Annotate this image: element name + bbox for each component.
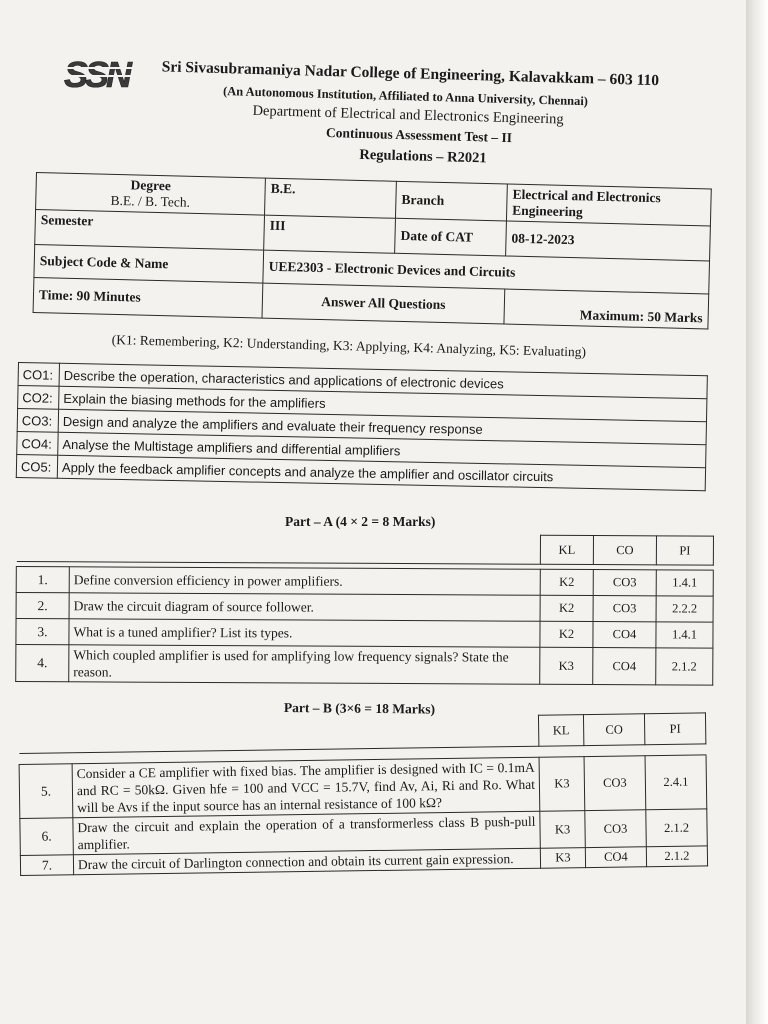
branch-value: Electrical and Electronics Engineering [506,184,711,226]
question-row [19,755,707,819]
question-pi: 2.1.2 [656,648,713,685]
question-co: CO3 [585,810,647,848]
question-co: CO3 [593,570,656,596]
question-kl: K2 [540,569,593,595]
question-row [16,645,713,686]
question-row [16,593,713,623]
question-text: Draw the circuit of Darlington connection and obtain its current gain expression. [73,848,540,875]
co-text: Describe the operation, characteristics and applications of electronic devices [59,363,707,398]
question-number: 1. [16,567,69,593]
question-number: 7. [20,855,73,876]
part-a-header-row [16,533,713,566]
pi-header: PI [656,536,713,565]
course-outcomes-table [16,362,708,491]
time-label: Time: 90 Minutes [33,277,263,318]
semester-value: III [264,215,396,253]
part-b-table [18,712,708,876]
co-header: CO [583,714,644,746]
co-text: Analyse the Multistage amplifiers and differential amplifiers [58,432,706,467]
regulations: Regulations – R2021 [359,146,487,167]
question-kl: K2 [540,621,593,647]
pi-header: PI [644,713,705,745]
question-row [16,567,713,597]
instruction: Answer All Questions [262,283,505,324]
question-number: 6. [20,818,74,856]
question-kl: K3 [540,811,586,849]
question-pi: 2.1.2 [646,809,708,847]
degree-label: Degree [130,177,171,194]
header-spacer [16,533,540,565]
department: Department of Electrical and Electronics Engineering [252,102,564,128]
question-row [16,619,713,649]
subject-value: UEE2303 - Electronic Devices and Circuits [263,250,710,294]
date-value: 08-12-2023 [506,221,711,261]
question-pi: 1.4.1 [656,570,713,596]
question-text: Draw the circuit and explain the operation of a transformerless class B push-pull amplifier. [73,811,540,855]
question-number: 2. [16,593,69,619]
question-co: CO4 [593,648,656,685]
part-b-title: Part – B (3×6 = 18 Marks) [283,700,436,717]
degree-options: B.E. / B. Tech. [110,192,191,210]
affiliation: (An Autonomous Institution, Affiliated to Anna University, Chennai) [222,84,589,109]
page-edge-shadow [746,0,768,1024]
degree-cell [36,173,266,216]
question-pi: 1.4.1 [656,622,713,648]
exam-header [150,58,710,167]
question-text: Which coupled amplifier is used for amplifying low frequency signals? State the reason. [69,645,540,684]
question-co: CO3 [584,756,646,811]
degree-value: B.E. [265,178,397,218]
question-text: Consider a CE amplifier with fixed bias. The amplifier is designed with IC = 0.1mA and RC = 50kΩ. Given hfe = 100 and VCC = 15.7V, find Av, Ai, Ri and Ro. What will be Avs if the input source has an internal resistance of 100 kΩ? [72,757,540,818]
question-number: 3. [16,619,69,645]
question-co: CO4 [585,847,646,868]
question-co: CO4 [593,622,656,648]
branch-label: Branch [395,181,507,221]
test-name: Continuous Assessment Test – II [325,124,513,146]
co-code: CO3: [17,409,58,433]
question-kl: K3 [540,647,593,684]
question-pi: 2.2.2 [656,596,713,622]
question-kl: K3 [540,848,585,869]
co-code: CO5: [16,454,57,478]
question-co: CO3 [593,596,656,622]
question-kl: K3 [539,757,585,812]
question-number: 5. [19,764,73,819]
question-number: 4. [16,645,69,682]
kl-header: KL [538,715,583,747]
kl-header: KL [540,535,593,564]
question-pi: 2.1.2 [646,846,707,867]
co-code: CO2: [18,386,59,410]
part-a-title: Part – A (4 × 2 = 8 Marks) [285,514,436,529]
question-text: What is a tuned amplifier? List its types. [69,619,540,647]
date-label: Date of CAT [395,218,507,256]
part-a-table [15,532,714,686]
subject-label: Subject Code & Name [34,244,264,283]
logo-text: SSN [64,54,130,94]
question-pi: 2.4.1 [645,755,707,810]
co-text: Design and analyze the amplifiers and evaluate their frequency response [58,409,706,444]
semester-label: Semester [35,210,265,251]
question-text: Draw the circuit diagram of source follower. [69,593,540,621]
co-text: Apply the feedback amplifier concepts and analyze the amplifier and oscillator circuits [57,455,705,490]
ssn-logo [62,54,148,94]
question-text: Define conversion efficiency in power amplifiers. [69,567,540,595]
co-header: CO [593,536,656,565]
max-marks: Maximum: 50 Marks [504,289,709,329]
co-text: Explain the biasing methods for the amplifiers [59,386,707,421]
question-kl: K2 [540,595,593,621]
college-name: Sri Sivasubramaniya Nadar College of Engineering, Kalavakkam – 603 110 [161,58,660,90]
exam-info-table [33,172,712,329]
co-code: CO1: [18,363,59,387]
knowledge-levels-legend: (K1: Remembering, K2: Understanding, K3: Applying, K4: Analyzing, K5: Evaluating) [111,332,587,360]
co-code: CO4: [17,431,58,455]
